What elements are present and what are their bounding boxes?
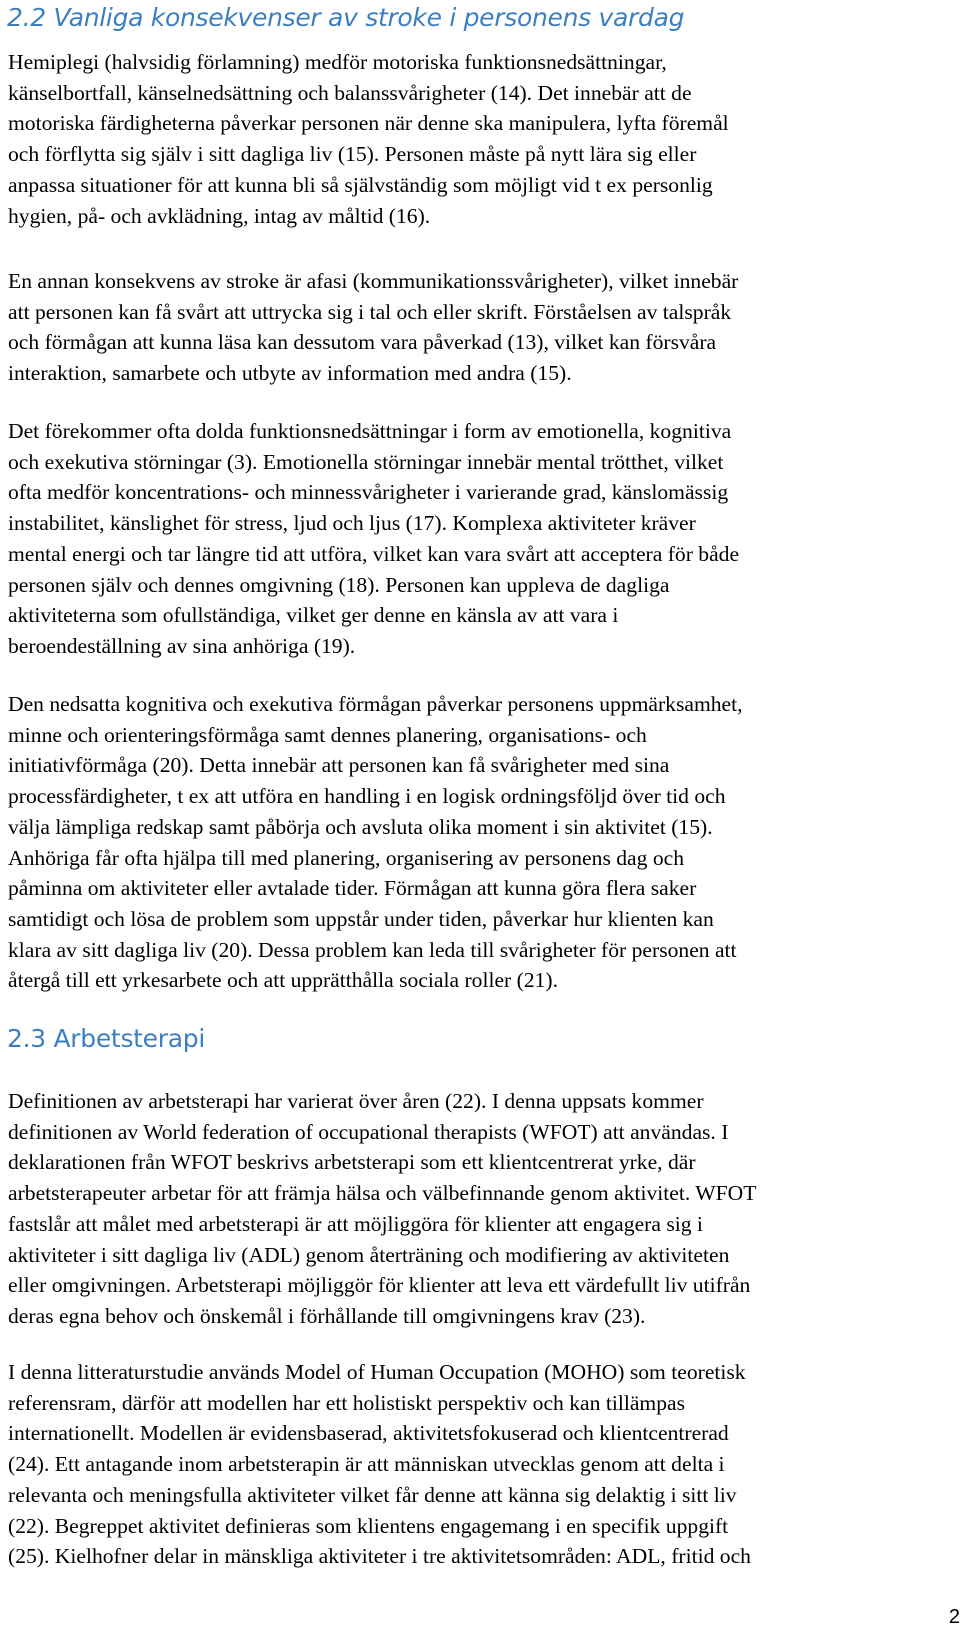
text-line: eller omgivningen. Arbetsterapi möjliggör för klienter att leva ett värdefullt liv utifrån <box>8 1273 751 1298</box>
paragraph <box>8 266 958 389</box>
text-line: och förmågan att kunna läsa kan dessutom vara påverkad (13), vilket kan försvåra <box>8 330 717 355</box>
text-line: personen själv och dennes omgivning (18). Personen kan uppleva de dagliga <box>8 572 670 597</box>
text-line: relevanta och meningsfulla aktiviteter vilket får denne att känna sig delaktig i sitt liv <box>8 1482 737 1507</box>
text-line: hygien, på- och avklädning, intag av måltid (16). <box>8 203 431 228</box>
text-line: instabilitet, känslighet för stress, ljud och ljus (17). Komplexa aktiviteter kräver <box>8 511 696 536</box>
text-line: återgå till ett yrkesarbete och att upprätthålla sociala roller (21). <box>8 968 559 993</box>
paragraph <box>8 416 958 662</box>
text-line: Den nedsatta kognitiva och exekutiva förmågan påverkar personens uppmärksamhet, <box>8 692 743 716</box>
text-line: fastslår att målet med arbetsterapi är att möjliggöra för klienter att engagera sig i <box>8 1211 703 1236</box>
text-line: beroendeställning av sina anhöriga (19). <box>8 633 356 658</box>
text-line: internationellt. Modellen är evidensbaserad, aktivitetsfokuserad och klientcentrerad <box>8 1421 729 1446</box>
text-line: definitionen av World federation of occupational therapists (WFOT) att användas. I <box>8 1119 729 1144</box>
text-line: aktiviteterna som ofullständiga, vilket ger denne en känsla av att vara i <box>8 603 619 628</box>
text-line: deklarationen från WFOT beskrivs arbetsterapi som ett klientcentrerat yrke, där <box>8 1150 696 1175</box>
text-line: ofta medför koncentrations- och minnessvårigheter i varierande grad, känslomässig <box>8 480 729 505</box>
text-line: interaktion, samarbete och utbyte av information med andra (15). <box>8 361 572 386</box>
text-line: klara av sitt dagliga liv (20). Dessa problem kan leda till svårigheter för personen att <box>8 937 737 962</box>
section-heading-2-3: 2.3 Arbetsterapi <box>7 1024 205 1053</box>
text-line: Anhöriga får ofta hjälpa till med planering, organisering av personens dag och <box>8 845 684 870</box>
text-line: minne och orienteringsförmåga samt dennes planering, organisations- och <box>8 722 647 747</box>
text-line: motoriska färdigheterna påverkar personen när denne ska manipulera, lyfta föremål <box>8 111 729 136</box>
text-line: (22). Begreppet aktivitet definieras som klientens engagemang i en specifik uppgift <box>8 1513 729 1538</box>
text-line: aktiviteter i sitt dagliga liv (ADL) genom återträning och modifiering av aktiviteten <box>8 1242 730 1267</box>
text-line: och förflytta sig själv i sitt dagliga liv (15). Personen måste på nytt lära sig eller <box>8 142 697 167</box>
text-line: mental energi och tar längre tid att utföra, vilket kan vara svårt att acceptera för både <box>8 541 740 566</box>
paragraph <box>8 689 958 996</box>
text-line: och exekutiva störningar (3). Emotionella störningar innebär mental trötthet, vilket <box>8 449 724 474</box>
text-line: I denna litteraturstudie används Model of Human Occupation (MOHO) som teoretisk <box>8 1360 746 1384</box>
section-heading-2-2: 2.2 Vanliga konsekvenser av stroke i personens vardag <box>7 3 685 32</box>
text-line: (24). Ett antagande inom arbetsterapin är att människan utvecklas genom att delta i <box>8 1452 725 1477</box>
text-line: Hemiplegi (halvsidig förlamning) medför motoriska funktionsnedsättningar, <box>8 50 667 74</box>
text-line: anpassa situationer för att kunna bli så självständig som möjligt vid t ex personlig <box>8 172 713 197</box>
text-line: påminna om aktiviteter eller avtalade tider. Förmågan att kunna göra flera saker <box>8 876 697 901</box>
text-line: att personen kan få svårt att uttrycka sig i tal och eller skrift. Förståelsen av talspråk <box>8 299 732 324</box>
paragraph <box>8 47 958 231</box>
text-line: välja lämpliga redskap samt påbörja och avsluta olika moment i sin aktivitet (15). <box>8 814 713 839</box>
text-line: referensram, därför att modellen har ett holistiskt perspektiv och kan tillämpas <box>8 1390 685 1415</box>
text-line: deras egna behov och önskemål i förhållande till omgivningens krav (23). <box>8 1303 646 1328</box>
text-line: arbetsterapeuter arbetar för att främja hälsa och välbefinnande genom aktivitet. WFOT <box>8 1181 757 1206</box>
page-number: 2 <box>948 1606 960 1628</box>
text-line: Definitionen av arbetsterapi har varierat över åren (22). I denna uppsats kommer <box>8 1089 704 1113</box>
paragraph <box>8 1357 958 1572</box>
text-line: initiativförmåga (20). Detta innebär att personen kan få svårigheter med sina <box>8 753 670 778</box>
text-line: samtidigt och lösa de problem som uppstår under tiden, påverkar hur klienten kan <box>8 906 714 931</box>
paragraph <box>8 1086 958 1332</box>
text-line: En annan konsekvens av stroke är afasi (kommunikationssvårigheter), vilket innebär <box>8 269 739 293</box>
text-line: processfärdigheter, t ex att utföra en handling i en logisk ordningsföljd över tid och <box>8 784 726 809</box>
text-line: känselbortfall, känselnedsättning och balanssvårigheter (14). Det innebär att de <box>8 80 692 105</box>
text-line: (25). Kielhofner delar in mänskliga aktiviteter i tre aktivitetsområden: ADL, fritid och <box>8 1544 751 1569</box>
text-line: Det förekommer ofta dolda funktionsnedsättningar i form av emotionella, kognitiva <box>8 419 732 443</box>
